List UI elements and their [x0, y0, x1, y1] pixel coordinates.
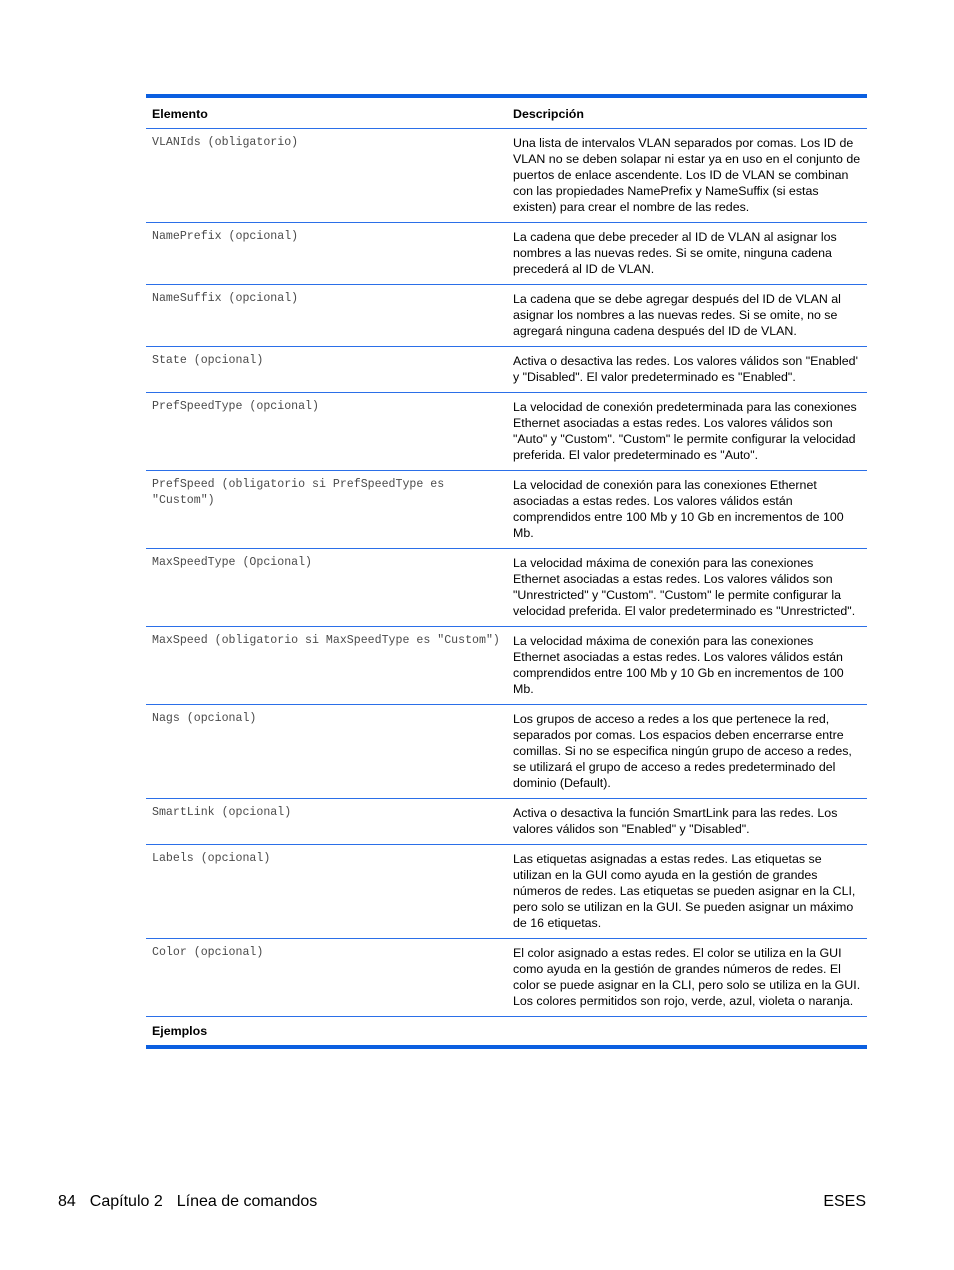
parameter-table [146, 94, 867, 1049]
row-description: Las etiquetas asignadas a estas redes. Las etiquetas se utilizan en la GUI como ayuda en la gestión de grandes números de redes. Las etiquetas se pueden asignar en la CLI, pero solo se utilizan en la GUI. Se pueden asignar un máximo de 16 etiquetas. [507, 845, 867, 939]
table-row [146, 129, 867, 223]
row-element: NameSuffix (opcional) [146, 285, 507, 347]
examples-label: Ejemplos [152, 1024, 208, 1038]
row-description: La cadena que debe preceder al ID de VLAN al asignar los nombres a las nuevas redes. Si se omite, ninguna cadena precederá al ID de VLAN. [507, 223, 867, 285]
row-element: State (opcional) [146, 347, 507, 393]
row-description: La velocidad máxima de conexión para las conexiones Ethernet asociadas a estas redes. Los valores válidos son "Unrestricted" y "Custom". "Custom" le permite configurar la velocidad preferida. El valor predeterminado es "Unrestricted". [507, 549, 867, 627]
row-element: Nags (opcional) [146, 705, 507, 799]
header-description: Descripción [507, 96, 867, 129]
row-description: Activa o desactiva la función SmartLink para las redes. Los valores válidos son "Enabled" y "Disabled". [507, 799, 867, 845]
table-row [146, 471, 867, 549]
table-row [146, 627, 867, 705]
row-description: La velocidad máxima de conexión para las conexiones Ethernet asociadas a estas redes. Los valores válidos están comprendidos entre 100 Mb y 10 Gb en incrementos de 100 Mb. [507, 627, 867, 705]
table-header-row [146, 96, 867, 129]
row-element: MaxSpeed (obligatorio si MaxSpeedType es "Custom") [146, 627, 507, 705]
row-element: SmartLink (opcional) [146, 799, 507, 845]
row-description: Los grupos de acceso a redes a los que pertenece la red, separados por comas. Los espacios deben encerrarse entre comillas. Si no se especifica ningún grupo de acceso a redes, se utilizará el grupo de acceso a redes predeterminado del dominio (Default). [507, 705, 867, 799]
row-description: La velocidad de conexión para las conexiones Ethernet asociadas a estas redes. Los valores válidos están comprendidos entre 100 Mb y 10 Gb en incrementos de 100 Mb. [507, 471, 867, 549]
row-element: NamePrefix (opcional) [146, 223, 507, 285]
row-element: Color (opcional) [146, 939, 507, 1017]
chapter-title: Línea de comandos [176, 1193, 318, 1210]
row-description: Una lista de intervalos VLAN separados por comas. Los ID de VLAN no se deben solapar ni estar ya en uso en el conjunto de puertos de enlace ascendente. Los ID de VLAN se combinan con las propiedades NamePrefix y NameSuffix (si estas existen) para crear el nombre de las redes. [507, 129, 867, 223]
table-row [146, 939, 867, 1017]
table-row [146, 845, 867, 939]
row-element: PrefSpeed (obligatorio si PrefSpeedType es "Custom") [146, 471, 507, 549]
table-row [146, 549, 867, 627]
table-row [146, 393, 867, 471]
row-description: La cadena que se debe agregar después del ID de VLAN al asignar los nombres a las nuevas redes. Si se omite, no se agregará ninguna cadena después del ID de VLAN. [507, 285, 867, 347]
page-footer-left [58, 1192, 317, 1212]
row-element: Labels (opcional) [146, 845, 507, 939]
table-footer-row [146, 1017, 867, 1048]
table-row [146, 223, 867, 285]
row-description: La velocidad de conexión predeterminada para las conexiones Ethernet asociadas a estas redes. Los valores válidos son "Auto" y "Custom". "Custom" le permite configurar la velocidad preferida. El valor predeterminado es "Auto". [507, 393, 867, 471]
row-element: MaxSpeedType (Opcional) [146, 549, 507, 627]
chapter-label: Capítulo 2 [89, 1193, 163, 1210]
page-number: 84 [58, 1193, 76, 1210]
row-description: El color asignado a estas redes. El color se utiliza en la GUI como ayuda en la gestión de grandes números de redes. El color se puede asignar en la CLI, pero solo se utiliza en la GUI. Los colores permitidos son rojo, verde, azul, violeta o naranja. [507, 939, 867, 1017]
row-element: PrefSpeedType (opcional) [146, 393, 507, 471]
row-description: Activa o desactiva las redes. Los valores válidos son "Enabled' y "Disabled". El valor predeterminado es "Enabled". [507, 347, 867, 393]
table-row [146, 705, 867, 799]
table-row [146, 347, 867, 393]
page-footer-right: ESES [823, 1193, 866, 1210]
table-row [146, 285, 867, 347]
table-row [146, 799, 867, 845]
row-element: VLANIds (obligatorio) [146, 129, 507, 223]
header-element: Elemento [146, 96, 507, 129]
